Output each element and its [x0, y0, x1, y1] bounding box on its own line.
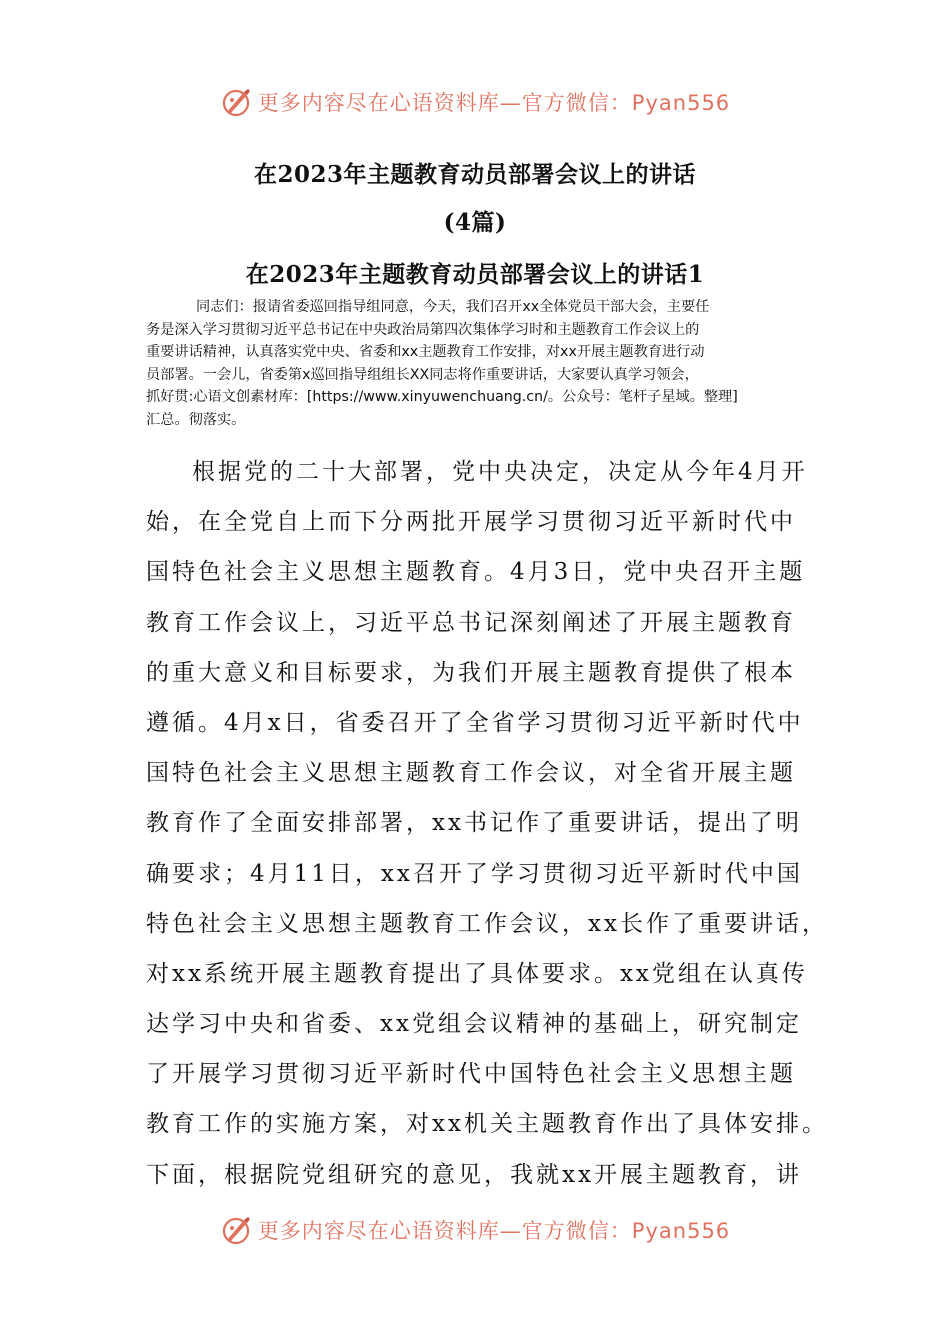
body-line: 特色社会主义思想主题教育工作会议，xx长作了重要讲话，	[146, 910, 828, 937]
intro-line: 员部署。一会儿，省委第x巡回指导组组长XX同志将作重要讲话，大家要认真学习领会，	[146, 366, 699, 383]
body-line: 教育工作的实施方案，对xx机关主题教育作出了具体安排。	[146, 1111, 828, 1138]
body-line: 的重大意义和目标要求，为我们开展主题教育提供了根本	[146, 659, 796, 686]
body-line: 教育工作会议上，习近平总书记深刻阐述了开展主题教育	[146, 609, 796, 636]
body-paragraph	[146, 450, 828, 1203]
intro-line: 抓好贯:心语文创素材库：[https://www.xinyuwenchuang.cn/。公众号：笔杆子星域。整理]	[146, 389, 738, 406]
document-title: 在2023年主题教育动员部署会议上的讲话	[253, 161, 696, 188]
footer-banner[interactable]	[0, 1210, 950, 1250]
pen-circle-icon	[220, 1214, 252, 1246]
body-line: 始，在全党自上而下分两批开展学习贯彻习近平新时代中	[146, 509, 796, 536]
body-line: 达学习中央和省委、xx党组会议精神的基础上，研究制定	[146, 1011, 802, 1038]
body-line: 遵循。4月x日，省委召开了全省学习贯彻习近平新时代中	[146, 709, 804, 736]
intro-line: 务是深入学习贯彻习近平总书记在中央政治局第四次集体学习时和主题教育工作会议上的	[146, 321, 700, 338]
document-count: (4篇)	[443, 209, 507, 236]
body-line: 确要求；4月11日，xx召开了学习贯彻习近平新时代中国	[146, 860, 803, 887]
header-banner[interactable]	[0, 82, 950, 122]
section-title: 在2023年主题教育动员部署会议上的讲话1	[245, 261, 705, 288]
body-line: 国特色社会主义思想主题教育工作会议，对全省开展主题	[146, 760, 796, 787]
body-line: 对xx系统开展主题教育提出了具体要求。xx党组在认真传	[146, 960, 808, 987]
body-line: 了开展学习贯彻习近平新时代中国特色社会主义思想主题	[146, 1061, 796, 1088]
intro-line: 同志们：报请省委巡回指导组同意，今天，我们召开xx全体党员干部大会，主要任	[196, 299, 710, 315]
body-line: 下面，根据院党组研究的意见，我就xx开展主题教育，讲	[146, 1161, 802, 1188]
body-line: 国特色社会主义思想主题教育。4月3日，党中央召开主题	[146, 559, 806, 586]
footer-banner-text: 更多内容尽在心语资料库—官方微信：Pyan556	[257, 1219, 731, 1243]
pen-circle-icon	[220, 86, 252, 118]
body-line: 根据党的二十大部署，党中央决定，决定从今年4月开	[192, 459, 808, 485]
body-line: 教育作了全面安排部署，xx书记作了重要讲话，提出了明	[146, 810, 802, 837]
intro-line: 汇总。彻落实。	[146, 411, 246, 428]
header-banner-text: 更多内容尽在心语资料库—官方微信：Pyan556	[257, 91, 731, 115]
intro-paragraph	[146, 296, 814, 432]
intro-line: 重要讲话精神，认真落实党中央、省委和xx主题教育工作安排，对xx开展主题教育进行动	[146, 344, 705, 361]
